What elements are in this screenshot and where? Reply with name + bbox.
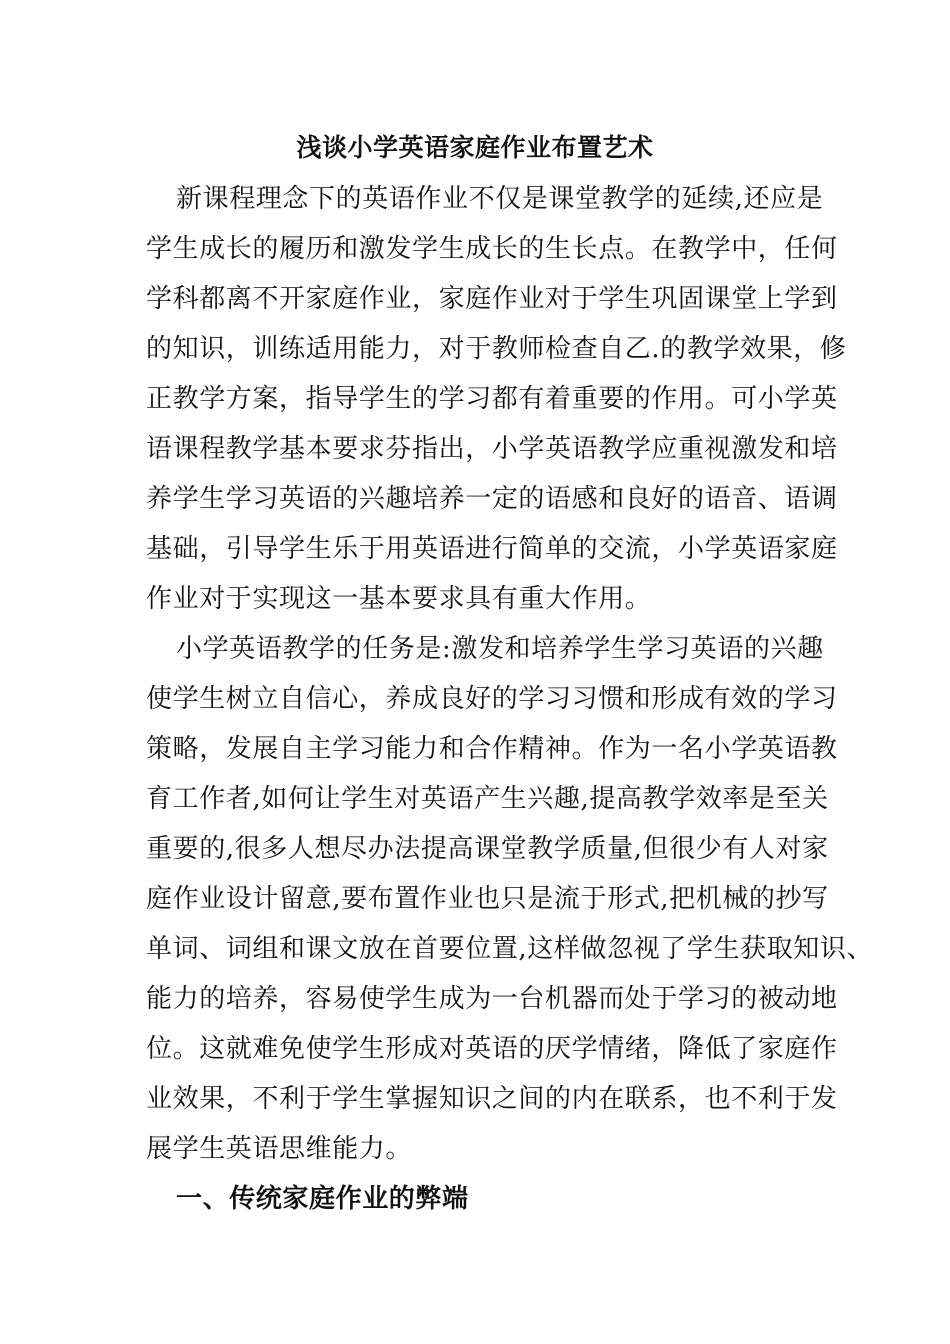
paragraph-1-line-6: 语课程教学基本要求芬指出，小学英语教学应重视激发和培 (146, 434, 838, 464)
paragraph-2-line-6: 庭作业设计留意,要布置作业也只是流于形式,把机械的抄写 (146, 884, 829, 914)
paragraph-1-line-5: 正教学方案，指导学生的学习都有着重要的作用。可小学英 (146, 384, 838, 414)
paragraph-2-line-10: 业效果，不利于学生掌握知识之间的内在联系，也不利于发 (146, 1084, 838, 1114)
paragraph-1-line-9: 作业对于实现这一基本要求具有重大作用。 (146, 584, 652, 614)
paragraph-1-line-1: 新课程理念下的英语作业不仅是课堂教学的延续,还应是 (176, 184, 824, 214)
paragraph-1-line-3: 学科都离不开家庭作业，家庭作业对于学生巩固课堂上学到 (146, 284, 838, 314)
paragraph-1-line-8: 基础，引导学生乐于用英语进行简单的交流，小学英语家庭 (146, 534, 838, 564)
paragraph-2-line-1: 小学英语教学的任务是:激发和培养学生学习英语的兴趣 (176, 634, 824, 664)
paragraph-1-line-4: 的知识，训练适用能力，对于教师检查自乙.的教学效果，修 (146, 334, 847, 364)
document-title: 浅谈小学英语家庭作业布置艺术 (296, 133, 654, 162)
paragraph-2-line-11: 展学生英语思维能力。 (146, 1134, 413, 1164)
paragraph-2-line-4: 育工作者,如何让学生对英语产生兴趣,提高教学效率是至关 (146, 784, 829, 814)
paragraph-1-line-2: 学生成长的履历和激发学生成长的生长点。在教学中，任何 (146, 234, 838, 264)
paragraph-2-line-5: 重要的,很多人想尽办法提高课堂教学质量,但很少有人对家 (146, 834, 829, 864)
paragraph-2-line-3: 策略，发展自主学习能力和合作精神。作为一名小学英语教 (146, 734, 838, 764)
paragraph-2-line-7: 单词、词组和课文放在首要位置,这样做忽视了学生获取知识、 (146, 934, 874, 964)
paragraph-1-line-7: 养学生学习英语的兴趣培养一定的语感和良好的语音、语调 (146, 484, 838, 514)
section-heading: 一、传统家庭作业的弊端 (176, 1184, 469, 1214)
paragraph-2-line-8: 能力的培养，容易使学生成为一台机器而处于学习的被动地 (146, 984, 838, 1014)
paragraph-2-line-9: 位。这就难免使学生形成对英语的厌学情绪，降低了家庭作 (146, 1034, 838, 1064)
paragraph-2-line-2: 使学生树立自信心，养成良好的学习习惯和形成有效的学习 (146, 684, 838, 714)
